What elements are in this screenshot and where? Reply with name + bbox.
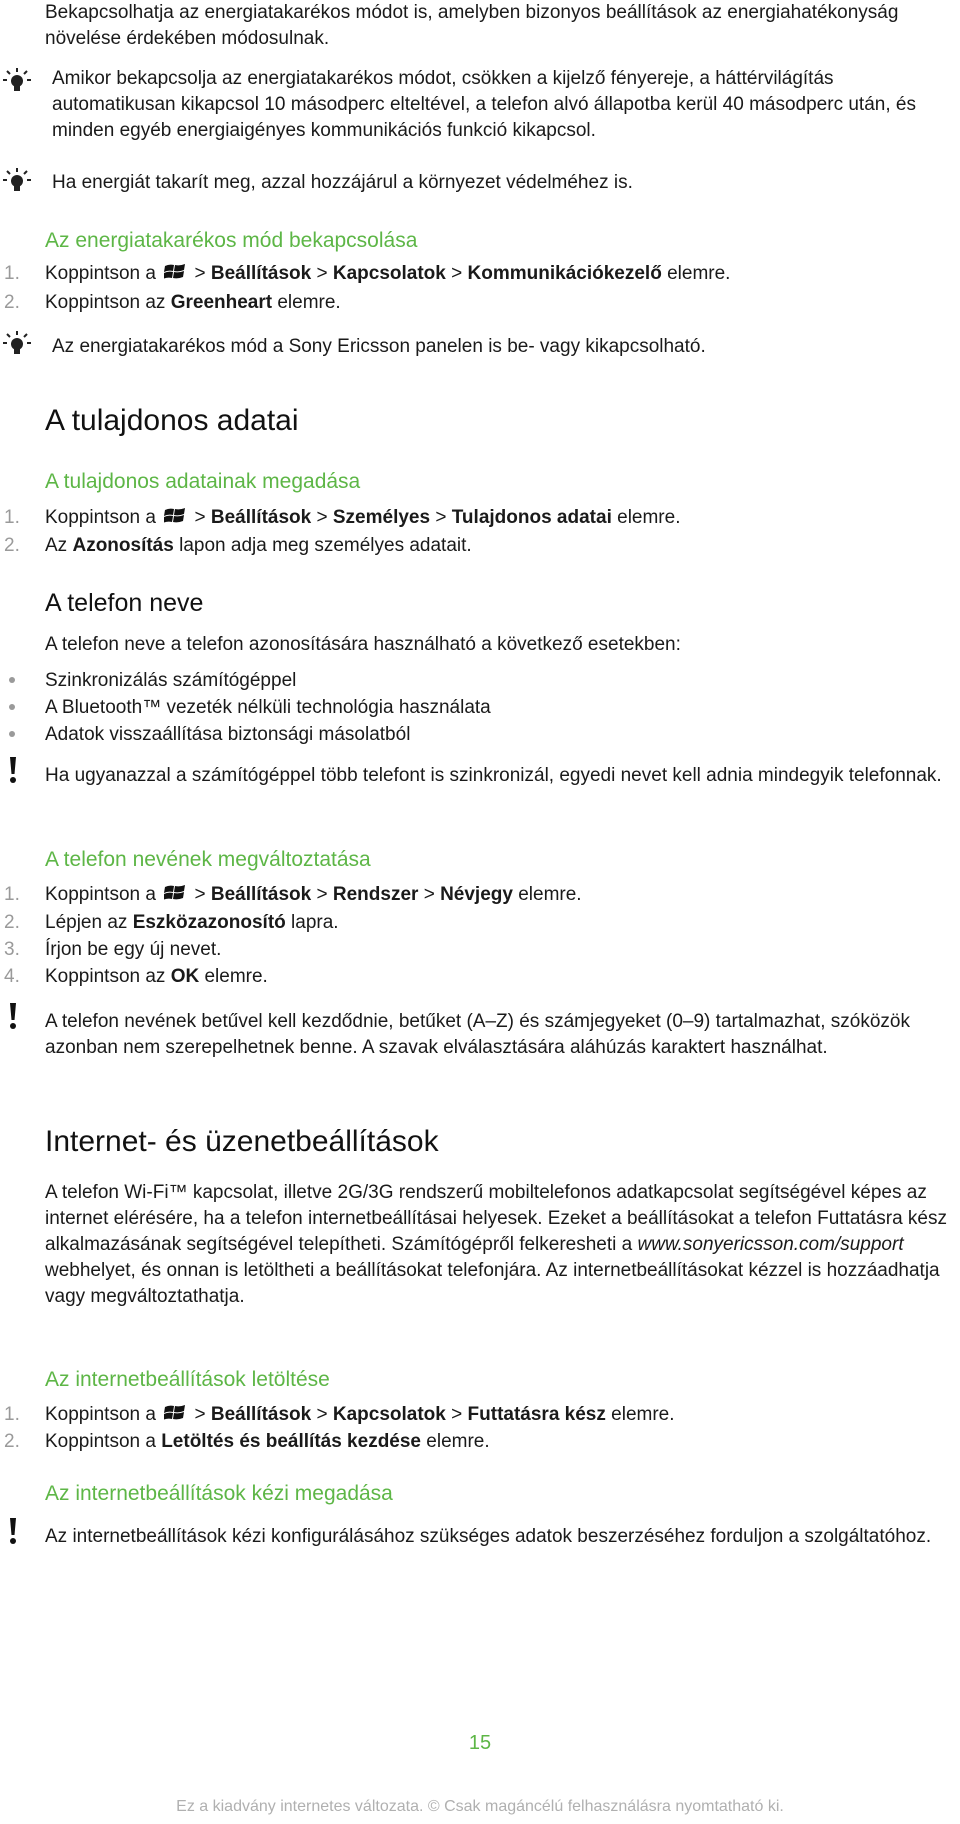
- intro-paragraph: Bekapcsolhatja az energiatakarékos módot is, amelyben bizonyos beállítások az energiahatékonyság növelése érdekében módosulnak.: [45, 2, 899, 49]
- change-name-subtitle: A telefon nevének megváltoztatása: [45, 848, 371, 871]
- bullet-dot: [9, 677, 15, 683]
- bullet-dot: [9, 704, 15, 710]
- step-text: Koppintson a: [45, 263, 156, 284]
- step-number: 2.: [4, 1431, 20, 1452]
- page-number: 15: [468, 1732, 492, 1754]
- owner-subtitle: A tulajdonos adatainak megadása: [45, 470, 361, 493]
- windows-start-icon: [164, 262, 186, 282]
- list-item: A Bluetooth™ vezeték nélküli technológia használata: [45, 697, 491, 718]
- exclamation-icon: [6, 1517, 20, 1545]
- tip-environment: Ha energiát takarít meg, azzal hozzájárul a környezet védelméhez is.: [52, 172, 633, 193]
- menu-settings: Beállítások: [210, 263, 312, 284]
- windows-start-icon: [164, 506, 186, 526]
- manual-settings-subtitle: Az internetbeállítások kézi megadása: [45, 1482, 393, 1505]
- windows-start-icon: [164, 883, 186, 903]
- windows-start-icon: [164, 1403, 186, 1423]
- lightbulb-icon: [2, 67, 32, 93]
- warning-manual-config: Az internetbeállítások kézi konfigurálásához szükséges adatok beszerzéséhez forduljon a szolgáltatóhoz.: [45, 1526, 932, 1547]
- lightbulb-icon: [2, 330, 32, 356]
- internet-paragraph: A telefon Wi-Fi™ kapcsolat, illetve 2G/3G rendszerű mobiltelefonos adatkapcsolat segítségével képes az internet elérésére, ha a telefon internetbeállításai helyesek. Ezeket a beállításokat a telefon Futtatásra kész alkalmazásának segítségével telepítheti. Számítógépről felkeresheti a www.sonyericsson.com/support webhelyet, és onnan is letöltheti a beállításokat telefonjára. Az internetbeállításokat kézzel is hozzáadhatja vagy megváltoztathatja.: [45, 1182, 947, 1307]
- list-item: Adatok visszaállítása biztonsági másolatból: [45, 724, 411, 745]
- warning-name-rules: A telefon nevének betűvel kell kezdődnie, betűket (A–Z) és számjegyeket (0–9) tartalmazhat, szóközök azonban nem szerepelhetnek benne. A szavak elválasztására aláhúzás karaktert használhat.: [45, 1011, 910, 1058]
- warning-unique-name: Ha ugyanazzal a számítógéppel több telefont is szinkronizál, egyedi nevet kell adnia mindegyik telefonnak.: [45, 765, 942, 786]
- phone-name-heading: A telefon neve: [45, 589, 204, 617]
- tip-sony-panel: Az energiatakarékos mód a Sony Ericsson panelen is be- vagy kikapcsolható.: [52, 336, 706, 357]
- step-number: 1.: [4, 1404, 20, 1425]
- menu-greenheart: Greenheart: [170, 292, 273, 313]
- step-number: 4.: [4, 966, 20, 987]
- step-number: 1.: [4, 263, 20, 284]
- step-number: 3.: [4, 939, 20, 960]
- download-settings-subtitle: Az internetbeállítások letöltése: [45, 1368, 330, 1391]
- exclamation-icon: [6, 756, 20, 784]
- phone-name-intro: A telefon neve a telefon azonosítására használható a következő esetekben:: [45, 634, 681, 655]
- menu-comm-manager: Kommunikációkezelő: [467, 263, 662, 284]
- list-item: Szinkronizálás számítógéppel: [45, 670, 297, 691]
- step-number: 1.: [4, 884, 20, 905]
- tip-energy-details: Amikor bekapcsolja az energiatakarékos módot, csökken a kijelző fényereje, a háttérvilágítás automatikusan kikapcsol 10 másodperc elteltével, a telefon alvó állapotba kerül 40 másodperc után, és minden egyéb energiaigényes kommunikációs funkció kikapcsol.: [52, 68, 916, 141]
- menu-connections: Kapcsolatok: [332, 263, 446, 284]
- lightbulb-icon: [2, 167, 32, 193]
- energy-mode-subtitle: Az energiatakarékos mód bekapcsolása: [45, 229, 418, 252]
- internet-heading: Internet- és üzenetbeállítások: [45, 1125, 439, 1158]
- owner-heading: A tulajdonos adatai: [45, 404, 299, 437]
- step-number: 1.: [4, 507, 20, 528]
- footer-note: Ez a kiadvány internetes változata. © Csak magáncélú felhasználásra nyomtatható ki.: [176, 1798, 784, 1815]
- step-number: 2.: [4, 535, 20, 556]
- exclamation-icon: [6, 1002, 20, 1030]
- step-number: 2.: [4, 912, 20, 933]
- bullet-dot: [9, 731, 15, 737]
- step-number: 2.: [4, 292, 20, 313]
- support-link[interactable]: www.sonyericsson.com/support: [637, 1234, 904, 1255]
